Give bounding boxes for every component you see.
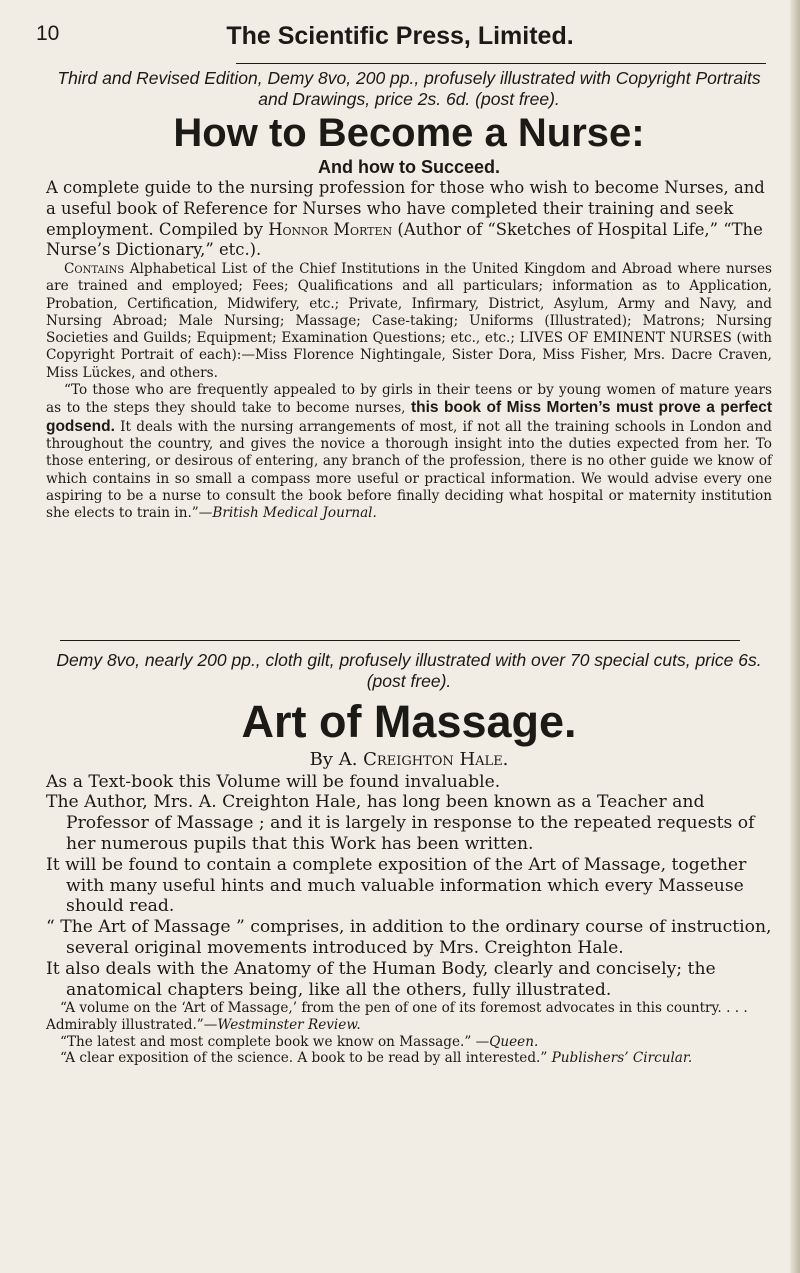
massage-paragraph: As a Text-book this Volume will be found invaluable. [46, 771, 501, 792]
page-header [0, 18, 800, 58]
running-head: The Scientific Press, Limited. [226, 22, 574, 50]
contains-label: Contains [64, 261, 125, 277]
nurse-author: Honnor Morten [268, 219, 393, 239]
quote-source: Queen. [489, 1033, 539, 1050]
nurse-title: How to Become a Nurse: [173, 111, 645, 155]
nurse-edition: Third and Revised Edition, Demy 8vo, 200 pp., profusely illustrated with Copyright Portraits and Drawings, price 2s. 6d. (post free). [57, 68, 761, 109]
massage-paragraph: It also deals with the Anatomy of the Human Body, clearly and concisely; the anatomical chapters being, like all the others, fully illustrated. [46, 958, 716, 1000]
massage-paragraph: It will be found to contain a complete exposition of the Art of Massage, together with many useful hints and much valuable information which every Masseuse should read. [46, 854, 747, 917]
quote-source: Westminster Review. [217, 1016, 361, 1033]
massage-edition: Demy 8vo, nearly 200 pp., cloth gilt, profusely illustrated with over 70 special cuts, price 6s. (post free). [56, 650, 762, 691]
press-quote: “A clear exposition of the science. A book to be read by all interested.” Publishers’ Circular. [60, 1050, 693, 1067]
quote-source: Publishers’ Circular. [551, 1050, 693, 1067]
massage-advertisement [46, 650, 772, 1067]
massage-title: Art of Massage. [241, 696, 577, 747]
massage-paragraph: “ The Art of Massage ” comprises, in addition to the ordinary course of instruction, several original movements introduced by Mrs. Creighton Hale. [46, 917, 772, 958]
section-divider [60, 640, 740, 641]
review-emphasis: this book of Miss Morten’s must prove a perfect godsend. [46, 399, 772, 435]
nurse-advertisement [46, 68, 772, 522]
page-edge [790, 0, 800, 1273]
massage-byline: By A. Creighton Hale. [309, 748, 509, 770]
nurse-description: A complete guide to the nursing profession for those who wish to become Nurses, and a useful book of Reference for Nurses who have completed their training and seek employment. Compiled by Honnor Morten (Author of “Sketches of Hospital Life,” “The Nurse’s Dictionary,” etc.). [46, 178, 765, 260]
massage-paragraph: The Author, Mrs. A. Creighton Hale, has long been known as a Teacher and Professor of Massage ; and it is largely in response to the repeated requests of her numerous pupils that this Work has been written. [46, 792, 755, 854]
review-source: British Medical Journal. [212, 505, 377, 522]
press-quote: “A volume on the ‘Art of Massage,’ from the pen of one of its foremost advocates in this country. . . . Admirably illustrated.”—Westminster Review. [46, 1000, 748, 1033]
massage-author: Creighton Hale. [363, 748, 509, 770]
nurse-subtitle: And how to Succeed. [317, 157, 500, 178]
nurse-contents: Contains Alphabetical List of the Chief Institutions in the United Kingdom and Abroad where nurses are trained and employed; Fees; Qualifications and all particulars; information as to Application, Probation, Certification, Midwifery, etc.; Private, Infirmary, District, Asylum, Army and Navy, and Nursing Abroad; Male Nursing; Massage; Case-taking; Uniforms (Illustrated); Matrons; Nursing Societies and Guilds; Equipment; Examination Questions; etc., etc.; LIVES OF EMINENT NURSES (with Copyright Portrait of each):—Miss Florence Nightingale, Sister Dora, Miss Fisher, Mrs. Dacre Craven, Miss Lückes, and others. [46, 261, 772, 381]
header-rule [236, 63, 766, 64]
page-number: 10 [36, 22, 60, 45]
press-quote: “The latest and most complete book we know on Massage.” —Queen. [60, 1033, 539, 1050]
nurse-review: “To those who are frequently appealed to by girls in their teens or by young women of mature years as to the steps they should take to become nurses, this book of Miss Morten’s must prove a perfect godsend. It deals with the nursing arrangements of most, if not all the training schools in London and throughout the country, and gives the novice a thorough insight into the duties expected from her. To those entering, or desirous of entering, any branch of the profession, there is no other guide we know of which contains in so small a compass more useful or practical information. We would advise every one aspiring to be a nurse to consult the book before finally deciding what hospital or maternity institution she elects to train in.”—British Medical Journal. [46, 382, 772, 522]
